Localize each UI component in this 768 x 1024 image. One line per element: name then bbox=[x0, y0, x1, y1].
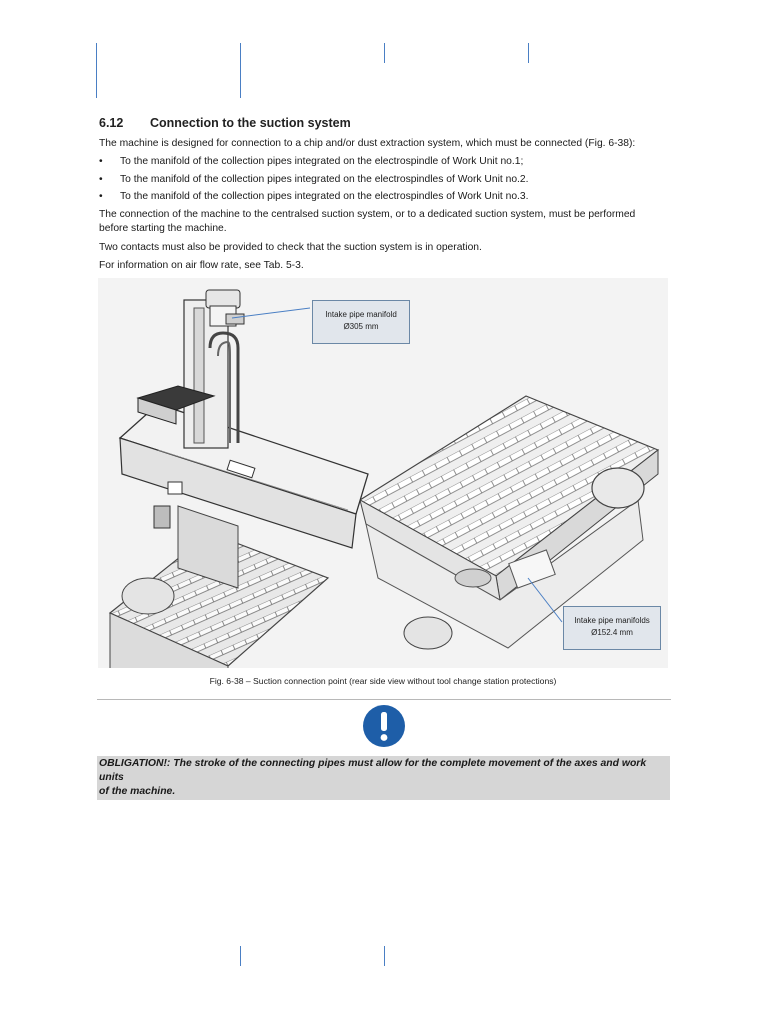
callout-label: Intake pipe manifolds bbox=[574, 616, 650, 625]
header-divider-2 bbox=[240, 43, 241, 98]
section-number: 6.12 bbox=[99, 116, 124, 130]
list-item-text: To the manifold of the collection pipes integrated on the electrospindles of Work Unit no.3. bbox=[120, 191, 529, 202]
header-divider-1 bbox=[96, 43, 97, 98]
callout-label: Intake pipe manifold bbox=[325, 310, 397, 319]
footer-divider-2 bbox=[384, 946, 385, 966]
bullet-symbol: • bbox=[99, 156, 103, 167]
obligation-notice bbox=[97, 756, 670, 800]
callout-diameter: Ø152.4 mm bbox=[591, 628, 633, 637]
list-item-text: To the manifold of the collection pipes integrated on the electrospindle of Work Unit no.1; bbox=[120, 156, 524, 167]
airflow-paragraph: For information on air flow rate, see Tab. 5-3. bbox=[99, 260, 304, 271]
obligation-text-line2: of the machine. bbox=[99, 786, 176, 797]
bullet-symbol: • bbox=[99, 174, 103, 185]
list-item bbox=[99, 190, 529, 204]
caption-divider bbox=[97, 699, 671, 700]
exclamation-mark-icon bbox=[362, 704, 406, 748]
obligation-text-line1: OBLIGATION!: The stroke of the connecting pipes must allow for the complete movement of the axes and work units bbox=[99, 758, 647, 783]
figure-caption: Fig. 6-38 – Suction connection point (rear side view without tool change station protections) bbox=[209, 676, 557, 686]
bullet-symbol: • bbox=[99, 191, 103, 202]
machine-figure bbox=[98, 278, 668, 668]
contacts-paragraph: Two contacts must also be provided to check that the suction system is in operation. bbox=[99, 242, 482, 253]
header-divider-3 bbox=[384, 43, 385, 63]
list-item bbox=[99, 173, 529, 187]
section-title: Connection to the suction system bbox=[150, 116, 351, 130]
section-heading bbox=[99, 116, 351, 130]
connection-paragraph-line2: before starting the machine. bbox=[99, 223, 227, 234]
intro-paragraph: The machine is designed for connection to a chip and/or dust extraction system, which must be connected (Fig. 6-38): bbox=[99, 138, 636, 149]
list-item-text: To the manifold of the collection pipes integrated on the electrospindles of Work Unit no.2. bbox=[120, 174, 529, 185]
header-divider-4 bbox=[528, 43, 529, 63]
callout-intake-manifold-305 bbox=[312, 300, 410, 344]
callout-diameter: Ø305 mm bbox=[343, 322, 379, 331]
callout-intake-manifolds-152 bbox=[563, 606, 661, 650]
footer-divider-1 bbox=[240, 946, 241, 966]
connection-paragraph-line1: The connection of the machine to the centralsed suction system, or to a dedicated suction system, must be performed bbox=[99, 209, 636, 220]
list-item bbox=[99, 155, 523, 169]
